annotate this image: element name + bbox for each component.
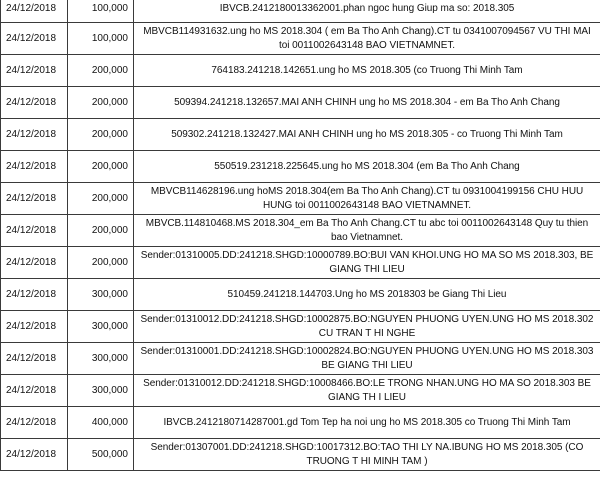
amount-cell: 200,000 [68, 215, 134, 247]
table-row [1, 439, 600, 471]
amount-cell: 100,000 [68, 23, 134, 55]
table-row [1, 23, 600, 55]
table-row [1, 247, 600, 279]
date-cell: 24/12/2018 [1, 247, 68, 279]
description-cell: MBVCB114628196.ung hoMS 2018.304(em Ba Tho Anh Chang).CT tu 0931004199156 CHU HUU HUNG toi 0011002643148 BAO VIETNAMNET. [134, 183, 600, 215]
date-cell: 24/12/2018 [1, 119, 68, 151]
amount-cell: 200,000 [68, 247, 134, 279]
amount-cell: 300,000 [68, 311, 134, 343]
date-cell: 24/12/2018 [1, 375, 68, 407]
description-cell: 509394.241218.132657.MAI ANH CHINH ung ho MS 2018.304 - em Ba Tho Anh Chang [134, 87, 600, 119]
amount-cell: 200,000 [68, 87, 134, 119]
description-cell: Sender:01310012.DD:241218.SHGD:10002875.BO:NGUYEN PHUONG UYEN.UNG HO MS 2018.302 CU TRAN T HI NGHE [134, 311, 600, 343]
date-cell: 24/12/2018 [1, 151, 68, 183]
description-cell: 764183.241218.142651.ung ho MS 2018.305 (co Truong Thi Minh Tam [134, 55, 600, 87]
amount-cell: 300,000 [68, 279, 134, 311]
date-cell: 24/12/2018 [1, 183, 68, 215]
date-cell: 24/12/2018 [1, 343, 68, 375]
amount-cell: 200,000 [68, 183, 134, 215]
description-cell: Sender:01310001.DD:241218.SHGD:10002824.BO:NGUYEN PHUONG UYEN.UNG HO MS 2018.303 BE GIANG THI LIEU [134, 343, 600, 375]
description-cell: IBVCB.2412180013362001.phan ngoc hung Giup ma so: 2018.305 [134, 0, 600, 23]
description-cell: Sender:01310012.DD:241218.SHGD:10008466.BO:LE TRONG NHAN.UNG HO MA SO 2018.303 BE GIANG TH I LIEU [134, 375, 600, 407]
table-row [1, 55, 600, 87]
date-cell: 24/12/2018 [1, 311, 68, 343]
amount-cell: 200,000 [68, 151, 134, 183]
date-cell: 24/12/2018 [1, 23, 68, 55]
amount-cell: 300,000 [68, 375, 134, 407]
table-row [1, 407, 600, 439]
date-cell: 24/12/2018 [1, 439, 68, 471]
table-row [1, 119, 600, 151]
table-row [1, 375, 600, 407]
date-cell: 24/12/2018 [1, 407, 68, 439]
description-cell: Sender:01307001.DD:241218.SHGD:10017312.BO:TAO THI LY NA.IBUNG HO MS 2018.305 (CO TRUONG T HI MINH TAM ) [134, 439, 600, 471]
date-cell: 24/12/2018 [1, 215, 68, 247]
donation-table-body [1, 0, 600, 471]
description-cell: 510459.241218.144703.Ung ho MS 2018303 be Giang Thi Lieu [134, 279, 600, 311]
table-row [1, 0, 600, 23]
amount-cell: 200,000 [68, 55, 134, 87]
table-row [1, 343, 600, 375]
description-cell: Sender:01310005.DD:241218.SHGD:10000789.BO:BUI VAN KHOI.UNG HO MA SO MS 2018.303, BE GIANG THI LIEU [134, 247, 600, 279]
table-row [1, 279, 600, 311]
date-cell: 24/12/2018 [1, 0, 68, 23]
amount-cell: 400,000 [68, 407, 134, 439]
table-row [1, 183, 600, 215]
amount-cell: 500,000 [68, 439, 134, 471]
table-row [1, 311, 600, 343]
date-cell: 24/12/2018 [1, 87, 68, 119]
table-row [1, 87, 600, 119]
date-cell: 24/12/2018 [1, 279, 68, 311]
table-row [1, 215, 600, 247]
amount-cell: 300,000 [68, 343, 134, 375]
amount-cell: 200,000 [68, 119, 134, 151]
description-cell: MBVCB114931632.ung ho MS 2018.304 ( em Ba Tho Anh Chang).CT tu 0341007094567 VU THI MAI toi 0011002643148 BAO VIETNAMNET. [134, 23, 600, 55]
description-cell: IBVCB.2412180714287001.gd Tom Tep ha noi ung ho MS 2018.305 co Truong Thi Minh Tam [134, 407, 600, 439]
description-cell: 550519.231218.225645.ung ho MS 2018.304 (em Ba Tho Anh Chang [134, 151, 600, 183]
description-cell: 509302.241218.132427.MAI ANH CHINH ung ho MS 2018.305 - co Truong Thi Minh Tam [134, 119, 600, 151]
amount-cell: 100,000 [68, 0, 134, 23]
description-cell: MBVCB.114810468.MS 2018.304_em Ba Tho Anh Chang.CT tu abc toi 0011002643148 Quy tu thien bao Vietnamnet. [134, 215, 600, 247]
table-row [1, 151, 600, 183]
date-cell: 24/12/2018 [1, 55, 68, 87]
